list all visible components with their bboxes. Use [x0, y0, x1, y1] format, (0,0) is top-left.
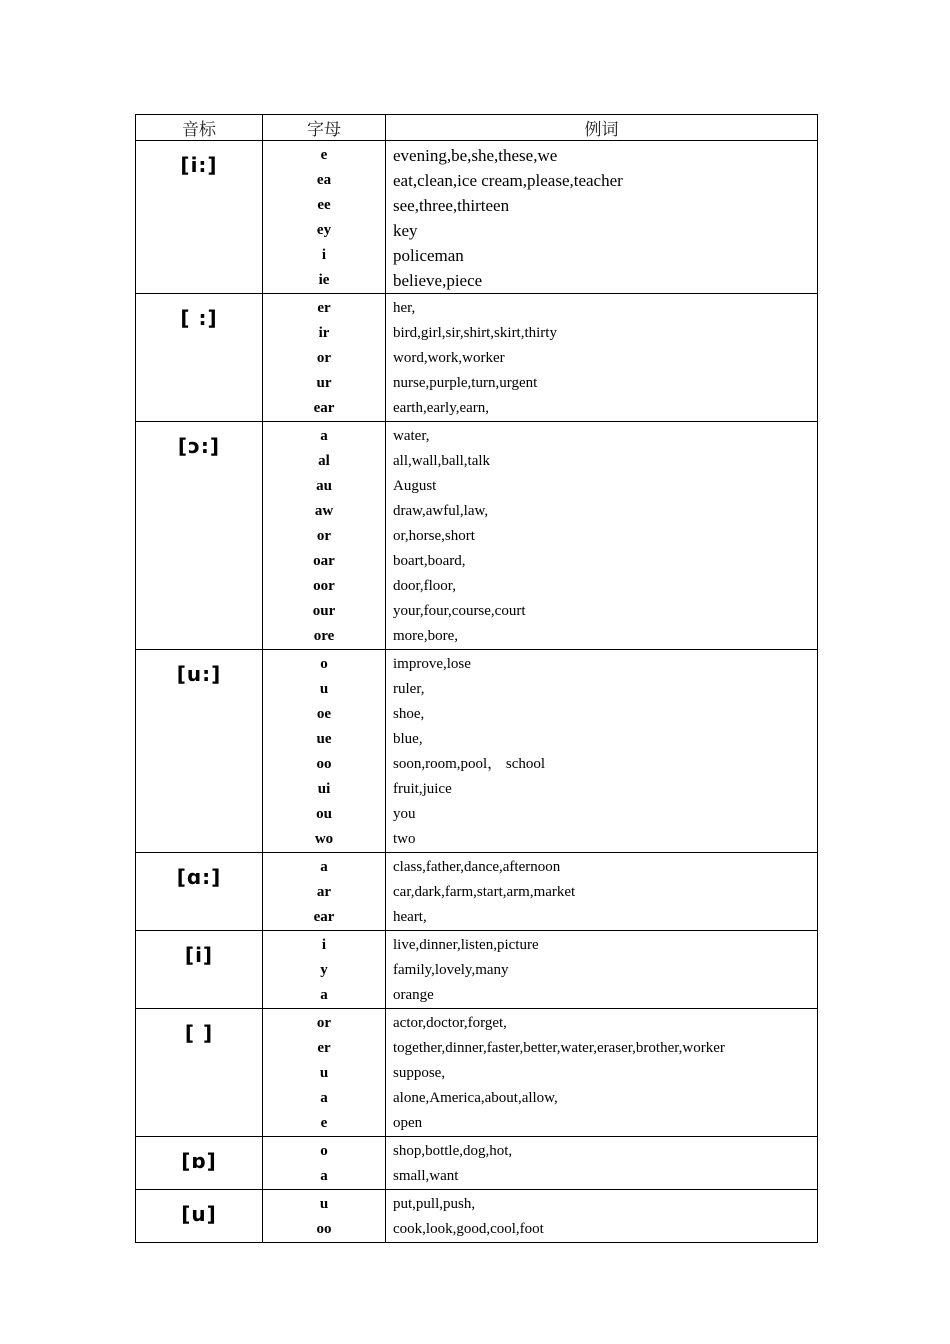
- example-words-cell: [386, 650, 818, 853]
- example-words: heart,: [393, 909, 427, 925]
- phoneme-row: [136, 294, 818, 422]
- letter-group-cell: [263, 650, 386, 853]
- letter-combination: er: [317, 1040, 331, 1056]
- letter-combination: e: [320, 1115, 328, 1131]
- example-words: earth,early,earn,: [393, 400, 490, 416]
- example-words: your,four,course,court: [393, 603, 526, 619]
- example-words: improve,lose: [393, 656, 471, 672]
- letter-group-cell: [263, 141, 386, 294]
- phoneme-row: [136, 1009, 818, 1137]
- letter-combination: a: [320, 859, 328, 875]
- example-words: key: [393, 221, 418, 240]
- example-words: blue,: [393, 731, 423, 747]
- example-words: door,floor,: [393, 578, 456, 594]
- letter-combination: ur: [316, 375, 332, 391]
- letter-combination: a: [320, 1168, 328, 1184]
- example-words-cell: [386, 294, 818, 422]
- letter-combination: i: [321, 937, 327, 953]
- letter-combination: ey: [316, 222, 332, 238]
- example-words-cell: [386, 1190, 818, 1243]
- letter-combination: al: [318, 453, 330, 469]
- letter-combination: er: [317, 300, 331, 316]
- letter-combination: wo: [314, 831, 334, 847]
- letter-combination: ie: [318, 272, 330, 288]
- letter-combination: oo: [316, 1221, 332, 1237]
- example-words: policeman: [393, 246, 464, 265]
- example-words: ruler,: [393, 681, 425, 697]
- phoneme-row: [136, 1190, 818, 1243]
- example-words: see,three,thirteen: [393, 196, 510, 215]
- letter-combination: ou: [316, 806, 332, 822]
- example-words: boart,board,: [393, 553, 466, 569]
- example-words: alone,America,about,allow,: [393, 1090, 558, 1106]
- letter-combination: oar: [313, 553, 335, 569]
- phonetic-symbol: [i:]: [136, 141, 263, 294]
- letter-combination: a: [320, 987, 328, 1003]
- example-words: shoe,: [393, 706, 425, 722]
- header-phonetic: 音标: [136, 115, 263, 141]
- example-words: orange: [393, 987, 434, 1003]
- letter-combination: aw: [314, 503, 334, 519]
- example-words: open: [393, 1115, 423, 1131]
- letter-combination: a: [320, 1090, 328, 1106]
- phonetic-symbol: [ɔ:]: [136, 422, 263, 650]
- letter-combination: ear: [313, 909, 335, 925]
- phoneme-row: [136, 422, 818, 650]
- letter-combination: ar: [316, 884, 332, 900]
- example-words: class,father,dance,afternoon: [393, 859, 561, 875]
- example-words: eat,clean,ice cream,please,teacher: [393, 171, 623, 190]
- example-words: or,horse,short: [393, 528, 475, 544]
- example-words: together,dinner,faster,better,water,eraser,brother,worker: [393, 1040, 725, 1056]
- letter-combination: oe: [316, 706, 332, 722]
- example-words: all,wall,ball,talk: [393, 453, 491, 469]
- phonetic-symbol: [ :]: [136, 294, 263, 422]
- letter-combination: o: [320, 1143, 328, 1159]
- letter-combination: o: [320, 656, 328, 672]
- letter-group-cell: [263, 1190, 386, 1243]
- letter-combination: u: [319, 681, 329, 697]
- phoneme-row: [136, 141, 818, 294]
- letter-group-cell: [263, 931, 386, 1009]
- phoneme-row: [136, 650, 818, 853]
- phonetic-symbol: [ɒ]: [136, 1137, 263, 1190]
- letter-combination: i: [321, 247, 327, 263]
- example-words: fruit,juice: [393, 781, 452, 797]
- letter-combination: ee: [317, 197, 331, 213]
- letter-combination: or: [316, 528, 332, 544]
- letter-combination: ore: [313, 628, 335, 644]
- letter-combination: oo: [316, 756, 332, 772]
- letter-combination: oor: [313, 578, 335, 594]
- example-words-cell: [386, 1137, 818, 1190]
- letter-combination: ir: [318, 325, 330, 341]
- example-words: small,want: [393, 1168, 459, 1184]
- example-words: evening,be,she,these,we: [393, 146, 558, 165]
- phonetic-symbol: [ ]: [136, 1009, 263, 1137]
- letter-combination: or: [316, 1015, 332, 1031]
- example-words: family,lovely,many: [393, 962, 509, 978]
- example-words-cell: [386, 1009, 818, 1137]
- example-words: two: [393, 831, 416, 847]
- example-words: live,dinner,listen,picture: [393, 937, 539, 953]
- example-words: her,: [393, 300, 416, 316]
- phoneme-row: [136, 931, 818, 1009]
- letter-combination: u: [319, 1196, 329, 1212]
- example-words-cell: [386, 931, 818, 1009]
- example-words: nurse,purple,turn,urgent: [393, 375, 538, 391]
- example-words: suppose,: [393, 1065, 446, 1081]
- example-words: car,dark,farm,start,arm,market: [393, 884, 576, 900]
- letter-group-cell: [263, 294, 386, 422]
- phonetic-symbol: [i]: [136, 931, 263, 1009]
- letter-combination: or: [316, 350, 332, 366]
- example-words-cell: [386, 853, 818, 931]
- letter-group-cell: [263, 1009, 386, 1137]
- phonetic-symbol: [u]: [136, 1190, 263, 1243]
- letter-combination: ue: [316, 731, 332, 747]
- letter-combination: ea: [316, 172, 332, 188]
- letter-combination: y: [320, 962, 328, 978]
- example-words: you: [393, 806, 416, 822]
- example-words: more,bore,: [393, 628, 458, 644]
- header-row: [136, 115, 818, 141]
- phonetic-symbol: [u:]: [136, 650, 263, 853]
- letter-combination: ui: [317, 781, 331, 797]
- phoneme-row: [136, 853, 818, 931]
- letter-combination: a: [320, 428, 328, 444]
- letter-group-cell: [263, 853, 386, 931]
- letter-combination: our: [312, 603, 336, 619]
- example-words: August: [393, 478, 437, 494]
- phoneme-row: [136, 1137, 818, 1190]
- letter-combination: u: [319, 1065, 329, 1081]
- example-words: put,pull,push,: [393, 1196, 476, 1212]
- example-words: actor,doctor,forget,: [393, 1015, 507, 1031]
- letter-combination: ear: [313, 400, 335, 416]
- phonetic-symbol: [ɑ:]: [136, 853, 263, 931]
- phonics-table: [135, 114, 818, 1243]
- example-words-cell: [386, 141, 818, 294]
- example-words: cook,look,good,cool,foot: [393, 1221, 544, 1237]
- letter-combination: au: [316, 478, 332, 494]
- letter-group-cell: [263, 422, 386, 650]
- example-words: water,: [393, 428, 430, 444]
- example-words: shop,bottle,dog,hot,: [393, 1143, 513, 1159]
- example-words: soon,room,pool， school: [393, 756, 546, 772]
- example-words: draw,awful,law,: [393, 503, 489, 519]
- example-words: believe,piece: [393, 271, 483, 290]
- letter-combination: e: [320, 147, 328, 163]
- letter-group-cell: [263, 1137, 386, 1190]
- example-words: word,work,worker: [393, 350, 505, 366]
- example-words: bird,girl,sir,shirt,skirt,thirty: [393, 325, 557, 341]
- header-letters: 字母: [263, 115, 386, 141]
- header-examples: 例词: [386, 115, 818, 141]
- example-words-cell: [386, 422, 818, 650]
